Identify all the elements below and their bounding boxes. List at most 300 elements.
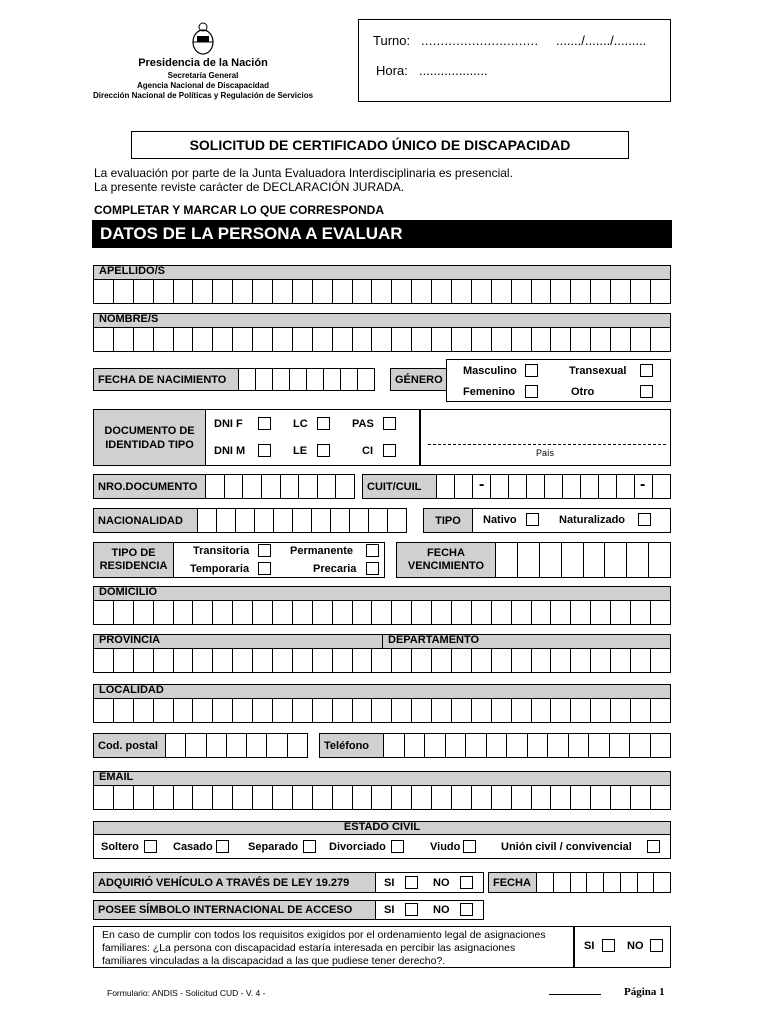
- char-cell[interactable]: [252, 280, 272, 303]
- char-cell[interactable]: [431, 280, 451, 303]
- char-cell[interactable]: [133, 328, 153, 351]
- domicilio-header: [93, 586, 671, 601]
- char-cell[interactable]: [352, 280, 372, 303]
- char-cell[interactable]: [94, 786, 113, 809]
- char-cell[interactable]: [506, 734, 527, 757]
- char-cell[interactable]: [547, 734, 568, 757]
- char-cell[interactable]: [312, 601, 332, 624]
- tipo-nativo-checkbox[interactable]: [526, 513, 539, 526]
- char-cell[interactable]: [404, 734, 425, 757]
- char-cell[interactable]: [610, 699, 630, 722]
- char-cell[interactable]: [451, 786, 471, 809]
- char-cell[interactable]: [537, 873, 553, 892]
- char-cell[interactable]: [226, 734, 246, 757]
- char-cell[interactable]: [332, 328, 352, 351]
- doc-dnif-checkbox[interactable]: [258, 417, 271, 430]
- genero-transexual-checkbox[interactable]: [640, 364, 653, 377]
- char-cell[interactable]: [391, 601, 411, 624]
- char-cell[interactable]: [629, 734, 650, 757]
- cod-postal-input[interactable]: [165, 733, 308, 758]
- char-cell[interactable]: [583, 543, 605, 577]
- char-cell[interactable]: [185, 734, 205, 757]
- char-cell[interactable]: [166, 734, 185, 757]
- char-cell[interactable]: [352, 699, 372, 722]
- doc-pas-checkbox[interactable]: [383, 417, 396, 430]
- char-cell[interactable]: [630, 601, 650, 624]
- char-cell[interactable]: [511, 601, 531, 624]
- char-cell[interactable]: [384, 734, 404, 757]
- char-cell[interactable]: [252, 786, 272, 809]
- residencia-temporaria-checkbox[interactable]: [258, 562, 271, 575]
- char-cell[interactable]: [349, 509, 368, 532]
- char-cell[interactable]: [232, 601, 252, 624]
- char-cell[interactable]: [511, 786, 531, 809]
- genero-otro-checkbox[interactable]: [640, 385, 653, 398]
- char-cell[interactable]: [330, 509, 349, 532]
- char-cell[interactable]: [371, 601, 391, 624]
- char-cell[interactable]: [620, 873, 637, 892]
- char-cell[interactable]: [616, 475, 634, 498]
- char-cell[interactable]: [431, 786, 451, 809]
- char-cell[interactable]: [610, 786, 630, 809]
- char-cell[interactable]: [603, 873, 620, 892]
- char-cell[interactable]: [609, 734, 630, 757]
- char-cell[interactable]: [491, 601, 511, 624]
- char-cell[interactable]: [287, 734, 307, 757]
- char-cell[interactable]: [272, 369, 289, 390]
- char-cell[interactable]: [550, 699, 570, 722]
- simbolo-si-checkbox[interactable]: [405, 903, 418, 916]
- estado-divorciado-checkbox[interactable]: [391, 840, 404, 853]
- char-cell[interactable]: [272, 601, 292, 624]
- char-cell[interactable]: [451, 601, 471, 624]
- char-cell[interactable]: [312, 699, 332, 722]
- char-cell[interactable]: [630, 328, 650, 351]
- char-cell[interactable]: [332, 786, 352, 809]
- asignaciones-si-checkbox[interactable]: [602, 939, 615, 952]
- char-cell[interactable]: [630, 699, 650, 722]
- char-cell[interactable]: [94, 601, 113, 624]
- char-cell[interactable]: [598, 475, 616, 498]
- char-cell[interactable]: [289, 369, 306, 390]
- char-cell[interactable]: [570, 786, 590, 809]
- char-cell[interactable]: [113, 328, 133, 351]
- char-cell[interactable]: [465, 734, 486, 757]
- char-cell[interactable]: [224, 475, 243, 498]
- char-cell[interactable]: [371, 786, 391, 809]
- char-cell[interactable]: [431, 649, 451, 672]
- char-cell[interactable]: [113, 601, 133, 624]
- char-cell[interactable]: [113, 280, 133, 303]
- char-cell[interactable]: [232, 649, 252, 672]
- char-cell[interactable]: [590, 280, 610, 303]
- char-cell[interactable]: [590, 649, 610, 672]
- estado-union-checkbox[interactable]: [647, 840, 660, 853]
- char-cell[interactable]: [332, 601, 352, 624]
- char-cell[interactable]: [387, 509, 406, 532]
- char-cell[interactable]: [212, 699, 232, 722]
- char-cell[interactable]: [630, 786, 650, 809]
- char-cell[interactable]: [411, 280, 431, 303]
- char-cell[interactable]: [173, 649, 193, 672]
- char-cell[interactable]: [570, 873, 587, 892]
- char-cell[interactable]: [411, 786, 431, 809]
- char-cell[interactable]: [312, 328, 332, 351]
- doc-lc-checkbox[interactable]: [317, 417, 330, 430]
- char-cell[interactable]: [266, 734, 286, 757]
- char-cell[interactable]: [650, 601, 670, 624]
- char-cell[interactable]: [232, 280, 252, 303]
- char-cell[interactable]: [568, 734, 589, 757]
- char-cell[interactable]: [273, 509, 292, 532]
- char-cell[interactable]: [653, 873, 670, 892]
- char-cell[interactable]: [239, 369, 255, 390]
- char-cell[interactable]: [192, 280, 212, 303]
- char-cell[interactable]: [153, 328, 173, 351]
- char-cell[interactable]: [604, 543, 626, 577]
- char-cell[interactable]: [586, 873, 603, 892]
- char-cell[interactable]: [371, 280, 391, 303]
- char-cell[interactable]: [648, 543, 670, 577]
- char-cell[interactable]: [650, 786, 670, 809]
- char-cell[interactable]: [371, 699, 391, 722]
- char-cell[interactable]: [311, 509, 330, 532]
- char-cell[interactable]: [570, 601, 590, 624]
- char-cell[interactable]: [173, 280, 193, 303]
- char-cell[interactable]: [312, 649, 332, 672]
- char-cell[interactable]: [437, 475, 454, 498]
- char-cell[interactable]: [630, 280, 650, 303]
- char-cell[interactable]: [252, 699, 272, 722]
- documento-tipo-label-box: [93, 409, 206, 466]
- char-cell[interactable]: [550, 649, 570, 672]
- char-cell[interactable]: [192, 328, 212, 351]
- char-cell[interactable]: [232, 699, 252, 722]
- char-cell[interactable]: [490, 475, 508, 498]
- hora-field[interactable]: ...................: [419, 63, 488, 78]
- char-cell[interactable]: [411, 649, 431, 672]
- char-cell[interactable]: [471, 601, 491, 624]
- char-cell[interactable]: [317, 475, 336, 498]
- char-cell[interactable]: [153, 649, 173, 672]
- char-cell[interactable]: [198, 509, 216, 532]
- char-cell[interactable]: [508, 475, 526, 498]
- apellido-input[interactable]: [93, 279, 671, 304]
- char-cell[interactable]: [496, 543, 517, 577]
- char-cell[interactable]: [280, 475, 299, 498]
- char-cell[interactable]: [292, 509, 311, 532]
- char-cell[interactable]: [153, 786, 173, 809]
- char-cell[interactable]: [298, 475, 317, 498]
- estado-viudo-checkbox[interactable]: [463, 840, 476, 853]
- asignaciones-text-1: En caso de cumplir con todos los requisitos exigidos por el ordenamiento legal de asignaciones: [102, 929, 546, 941]
- cuit-input[interactable]: [436, 474, 671, 499]
- char-cell[interactable]: [471, 649, 491, 672]
- char-cell[interactable]: [312, 786, 332, 809]
- char-cell[interactable]: [526, 475, 544, 498]
- char-cell[interactable]: [511, 699, 531, 722]
- tipo-naturalizado-checkbox[interactable]: [638, 513, 651, 526]
- char-cell[interactable]: [352, 786, 372, 809]
- char-cell[interactable]: [352, 601, 372, 624]
- char-cell[interactable]: [411, 699, 431, 722]
- char-cell[interactable]: [252, 601, 272, 624]
- doc-dnim-label: DNI M: [214, 445, 246, 457]
- char-cell[interactable]: [212, 328, 232, 351]
- char-cell[interactable]: [562, 475, 580, 498]
- char-cell[interactable]: [531, 786, 551, 809]
- char-cell[interactable]: [590, 786, 610, 809]
- turno-date-field[interactable]: ......./......./.........: [556, 33, 647, 48]
- char-cell[interactable]: [588, 734, 609, 757]
- char-cell[interactable]: [332, 280, 352, 303]
- char-cell[interactable]: [212, 649, 232, 672]
- char-cell[interactable]: [570, 699, 590, 722]
- char-cell[interactable]: [368, 509, 387, 532]
- char-cell[interactable]: [650, 649, 670, 672]
- char-cell[interactable]: [371, 649, 391, 672]
- char-cell[interactable]: [323, 369, 340, 390]
- char-cell[interactable]: [511, 649, 531, 672]
- char-cell[interactable]: [454, 475, 472, 498]
- char-cell[interactable]: [511, 280, 531, 303]
- char-cell[interactable]: [539, 543, 561, 577]
- char-cell[interactable]: [335, 475, 354, 498]
- asignaciones-no-checkbox[interactable]: [650, 939, 663, 952]
- char-cell[interactable]: [650, 328, 670, 351]
- char-cell[interactable]: [411, 601, 431, 624]
- char-cell[interactable]: [445, 734, 466, 757]
- char-cell[interactable]: [550, 601, 570, 624]
- char-cell[interactable]: [650, 280, 670, 303]
- char-cell[interactable]: [232, 786, 252, 809]
- doc-ci-checkbox[interactable]: [383, 444, 396, 457]
- char-cell[interactable]: [133, 786, 153, 809]
- char-cell[interactable]: [471, 786, 491, 809]
- char-cell[interactable]: [471, 699, 491, 722]
- char-cell[interactable]: [212, 280, 232, 303]
- residencia-transitoria-checkbox[interactable]: [258, 544, 271, 557]
- nro-documento-input[interactable]: [205, 474, 355, 499]
- char-cell[interactable]: [570, 280, 590, 303]
- char-cell[interactable]: [626, 543, 648, 577]
- char-cell[interactable]: [590, 328, 610, 351]
- char-cell[interactable]: [531, 328, 551, 351]
- genero-femenino-checkbox[interactable]: [525, 385, 538, 398]
- char-cell[interactable]: [553, 873, 570, 892]
- char-cell[interactable]: [206, 475, 224, 498]
- char-cell[interactable]: [272, 786, 292, 809]
- char-cell[interactable]: [391, 280, 411, 303]
- char-cell[interactable]: [255, 369, 272, 390]
- char-cell[interactable]: [431, 328, 451, 351]
- char-cell[interactable]: [113, 699, 133, 722]
- char-cell[interactable]: [451, 649, 471, 672]
- char-cell[interactable]: [94, 280, 113, 303]
- char-cell[interactable]: [94, 649, 113, 672]
- char-cell[interactable]: [153, 280, 173, 303]
- char-cell[interactable]: [212, 601, 232, 624]
- char-cell[interactable]: [246, 734, 266, 757]
- char-cell[interactable]: [340, 369, 357, 390]
- genero-masculino-checkbox[interactable]: [525, 364, 538, 377]
- char-cell[interactable]: [292, 280, 312, 303]
- char-cell[interactable]: [570, 649, 590, 672]
- char-cell[interactable]: [610, 280, 630, 303]
- char-cell[interactable]: [272, 328, 292, 351]
- char-cell[interactable]: [173, 786, 193, 809]
- char-cell[interactable]: [113, 786, 133, 809]
- pais-input-line[interactable]: [428, 444, 666, 445]
- char-cell[interactable]: [391, 649, 411, 672]
- char-cell[interactable]: [133, 280, 153, 303]
- char-cell[interactable]: [206, 734, 226, 757]
- tipo-residencia-label-box: [93, 542, 174, 578]
- char-cell[interactable]: [550, 280, 570, 303]
- char-cell[interactable]: [192, 699, 212, 722]
- residencia-permanente-checkbox[interactable]: [366, 544, 379, 557]
- char-cell[interactable]: [173, 328, 193, 351]
- telefono-input[interactable]: [383, 733, 671, 758]
- estado-casado-checkbox[interactable]: [216, 840, 229, 853]
- char-cell[interactable]: [511, 328, 531, 351]
- vehiculo-fecha-input[interactable]: [536, 872, 671, 893]
- char-cell[interactable]: [252, 649, 272, 672]
- provincia-input[interactable]: [93, 648, 671, 673]
- char-cell[interactable]: [94, 699, 113, 722]
- char-cell[interactable]: [491, 649, 511, 672]
- char-cell[interactable]: [252, 328, 272, 351]
- char-cell[interactable]: [590, 699, 610, 722]
- char-cell[interactable]: [491, 699, 511, 722]
- estado-separado-checkbox[interactable]: [303, 840, 316, 853]
- char-cell[interactable]: [391, 786, 411, 809]
- char-cell[interactable]: [471, 328, 491, 351]
- char-cell[interactable]: [254, 509, 273, 532]
- char-cell[interactable]: [531, 280, 551, 303]
- char-cell[interactable]: [357, 369, 374, 390]
- char-cell[interactable]: [486, 734, 507, 757]
- simbolo-no-checkbox[interactable]: [460, 903, 473, 916]
- char-cell[interactable]: [173, 699, 193, 722]
- char-cell[interactable]: [272, 649, 292, 672]
- residencia-precaria-checkbox[interactable]: [366, 562, 379, 575]
- char-cell[interactable]: [391, 328, 411, 351]
- char-cell[interactable]: [517, 543, 539, 577]
- char-cell[interactable]: [652, 475, 670, 498]
- fecha-nacimiento-input[interactable]: [238, 368, 375, 391]
- vehiculo-no-checkbox[interactable]: [460, 876, 473, 889]
- char-cell[interactable]: [261, 475, 280, 498]
- char-cell[interactable]: [232, 328, 252, 351]
- char-cell[interactable]: [544, 475, 562, 498]
- char-cell[interactable]: [272, 280, 292, 303]
- char-cell[interactable]: [292, 649, 312, 672]
- char-cell[interactable]: [133, 649, 153, 672]
- char-cell[interactable]: [153, 699, 173, 722]
- char-cell[interactable]: [272, 699, 292, 722]
- char-cell[interactable]: [242, 475, 261, 498]
- fecha-vencimiento-input[interactable]: [495, 542, 671, 578]
- char-cell[interactable]: [531, 649, 551, 672]
- char-cell[interactable]: [531, 601, 551, 624]
- char-cell[interactable]: [580, 475, 598, 498]
- domicilio-input[interactable]: [93, 600, 671, 625]
- char-cell[interactable]: [292, 786, 312, 809]
- char-cell[interactable]: [411, 328, 431, 351]
- estado-soltero-checkbox[interactable]: [144, 840, 157, 853]
- doc-dnim-checkbox[interactable]: [258, 444, 271, 457]
- char-cell[interactable]: [610, 601, 630, 624]
- char-cell[interactable]: [306, 369, 323, 390]
- char-cell[interactable]: [192, 601, 212, 624]
- char-cell[interactable]: [550, 328, 570, 351]
- email-input[interactable]: [93, 785, 671, 810]
- char-cell[interactable]: [550, 786, 570, 809]
- char-cell[interactable]: [332, 699, 352, 722]
- char-cell[interactable]: [212, 786, 232, 809]
- char-cell[interactable]: [570, 328, 590, 351]
- char-cell[interactable]: [216, 509, 235, 532]
- char-cell[interactable]: [133, 601, 153, 624]
- char-cell[interactable]: [312, 280, 332, 303]
- char-cell[interactable]: [610, 649, 630, 672]
- char-cell[interactable]: [292, 601, 312, 624]
- char-cell[interactable]: [391, 699, 411, 722]
- char-cell[interactable]: [531, 699, 551, 722]
- char-cell[interactable]: [235, 509, 254, 532]
- nombre-input[interactable]: [93, 327, 671, 352]
- char-cell[interactable]: [471, 280, 491, 303]
- char-cell[interactable]: [292, 328, 312, 351]
- char-cell[interactable]: [561, 543, 583, 577]
- char-cell[interactable]: [451, 280, 471, 303]
- char-cell[interactable]: [637, 873, 654, 892]
- char-cell[interactable]: [630, 649, 650, 672]
- char-cell[interactable]: [352, 649, 372, 672]
- char-cell[interactable]: [192, 786, 212, 809]
- char-cell[interactable]: [371, 328, 391, 351]
- char-cell[interactable]: [292, 699, 312, 722]
- vehiculo-si-checkbox[interactable]: [405, 876, 418, 889]
- char-cell[interactable]: [352, 328, 372, 351]
- turno-field[interactable]: ..............................: [421, 33, 539, 48]
- char-cell[interactable]: [94, 328, 113, 351]
- doc-le-checkbox[interactable]: [317, 444, 330, 457]
- char-cell[interactable]: [527, 734, 548, 757]
- localidad-input[interactable]: [93, 698, 671, 723]
- char-cell[interactable]: [173, 601, 193, 624]
- char-cell[interactable]: [431, 601, 451, 624]
- char-cell[interactable]: [491, 786, 511, 809]
- char-cell[interactable]: [332, 649, 352, 672]
- char-cell[interactable]: [153, 601, 173, 624]
- nacionalidad-input[interactable]: [197, 508, 407, 533]
- char-cell[interactable]: [113, 649, 133, 672]
- char-cell[interactable]: [451, 328, 471, 351]
- char-cell[interactable]: [431, 699, 451, 722]
- char-cell[interactable]: [650, 699, 670, 722]
- char-cell[interactable]: [133, 699, 153, 722]
- char-cell[interactable]: [491, 280, 511, 303]
- char-cell[interactable]: [451, 699, 471, 722]
- char-cell[interactable]: [650, 734, 671, 757]
- char-cell[interactable]: [610, 328, 630, 351]
- char-cell[interactable]: [192, 649, 212, 672]
- char-cell[interactable]: [491, 328, 511, 351]
- char-cell[interactable]: [424, 734, 445, 757]
- char-cell[interactable]: [590, 601, 610, 624]
